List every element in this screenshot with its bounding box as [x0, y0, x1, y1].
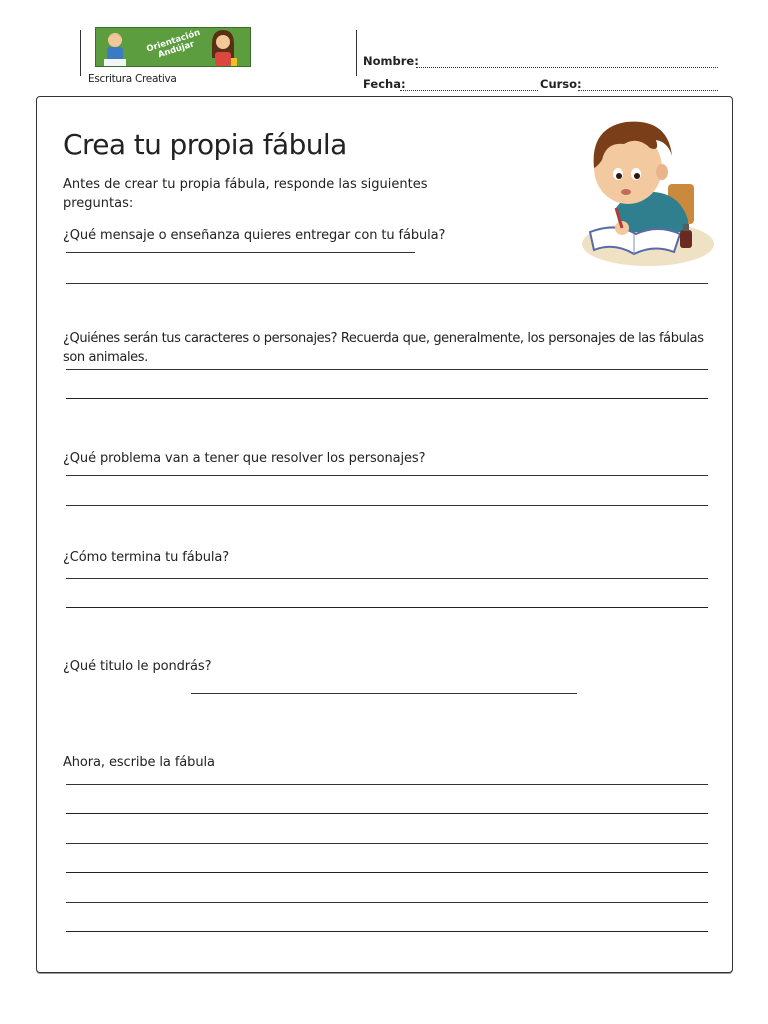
date-label: Fecha:: [363, 77, 406, 91]
writing-line[interactable]: [66, 931, 708, 932]
writing-line[interactable]: [66, 902, 708, 903]
course-label: Curso:: [540, 77, 582, 91]
intro-text: Antes de crear tu propia fábula, responde las siguientes preguntas:: [63, 177, 428, 211]
write-fable-prompt: Ahora, escribe la fábula: [63, 755, 215, 770]
brand-label: Escritura Creativa: [88, 73, 177, 85]
page-title: Crea tu propia fábula: [63, 128, 347, 161]
name-label: Nombre:: [363, 54, 419, 68]
question-message: ¿Qué mensaje o enseñanza quieres entregar con tu fábula?: [63, 228, 446, 243]
logo: [95, 27, 251, 67]
question-characters: ¿Quiénes serán tus caracteres o personajes? Recuerda que, generalmente, los personajes de las fábulas son animales.: [63, 331, 704, 365]
title-answer-line[interactable]: [191, 693, 577, 694]
answer-line[interactable]: [66, 283, 708, 284]
answer-line[interactable]: [66, 252, 415, 253]
answer-line[interactable]: [66, 505, 708, 506]
header-divider-right: [356, 30, 357, 76]
date-field[interactable]: [400, 90, 538, 91]
question-ending: ¿Cómo termina tu fábula?: [63, 550, 230, 565]
question-title: ¿Qué titulo le pondrás?: [63, 659, 212, 674]
name-field[interactable]: [416, 67, 718, 68]
writing-line[interactable]: [66, 813, 708, 814]
logo-boy-icon: [102, 30, 128, 66]
answer-line[interactable]: [66, 369, 708, 370]
writing-line[interactable]: [66, 872, 708, 873]
writing-line[interactable]: [66, 784, 708, 785]
answer-line[interactable]: [66, 607, 708, 608]
answer-line[interactable]: [66, 578, 708, 579]
course-field[interactable]: [578, 90, 718, 91]
boy-writing-illustration: [576, 112, 716, 270]
question-problem: ¿Qué problema van a tener que resolver los personajes?: [63, 451, 426, 466]
answer-line[interactable]: [66, 475, 708, 476]
logo-text: Orientación Andújar: [145, 27, 202, 61]
logo-girl-icon: [208, 28, 238, 67]
header-divider-left: [80, 30, 81, 76]
answer-line[interactable]: [66, 398, 708, 399]
writing-line[interactable]: [66, 843, 708, 844]
